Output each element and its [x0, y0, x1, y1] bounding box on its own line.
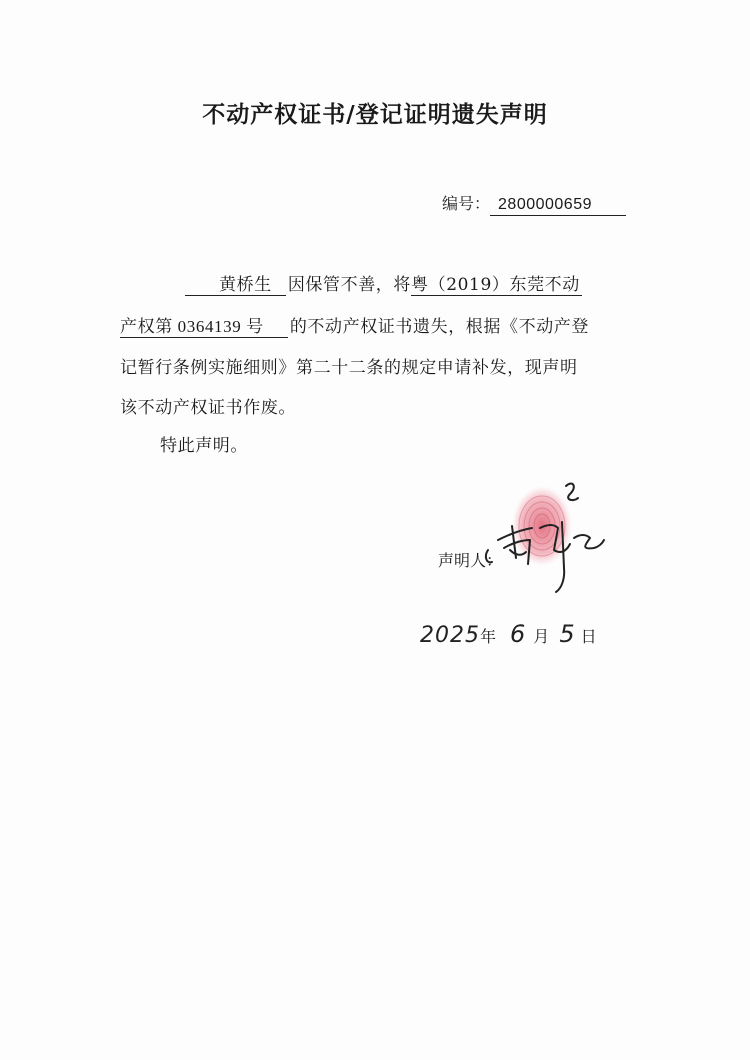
certificate-number-part-1: 粤（2019）东莞不动: [411, 270, 582, 296]
document-number-label: 编号：: [442, 194, 491, 213]
body-line-4: 该不动产权证书作废。: [120, 398, 296, 418]
date-year-suffix: 年: [480, 627, 497, 646]
declaration-date: [420, 620, 597, 648]
body-line-2: [120, 312, 589, 338]
document-title: 不动产权证书/登记证明遗失声明: [202, 102, 548, 128]
body-line-3: 记暂行条例实施细则》第二十二条的规定申请补发，现声明: [120, 358, 578, 378]
signature-with-fingerprint: [470, 478, 620, 598]
date-month: 6: [510, 620, 526, 648]
declarant-label: 声明人：: [438, 551, 503, 570]
date-year: 2025: [420, 623, 480, 648]
body-text-after-name: 因保管不善，将: [287, 275, 412, 295]
certificate-number-part-2: 产权第 0364139 号: [120, 312, 288, 338]
body-text-line-2: 的不动产权证书遗失，根据《不动产登: [289, 317, 590, 337]
body-line-1: [185, 270, 582, 296]
date-day-suffix: 日: [580, 627, 597, 646]
document-number: [442, 191, 626, 216]
declarant-name: 黄桥生: [185, 270, 286, 296]
date-month-suffix: 月: [533, 627, 550, 646]
date-day: 5: [559, 620, 575, 648]
document-number-value: 2800000659: [490, 196, 626, 216]
closing-statement: 特此声明。: [160, 436, 248, 456]
